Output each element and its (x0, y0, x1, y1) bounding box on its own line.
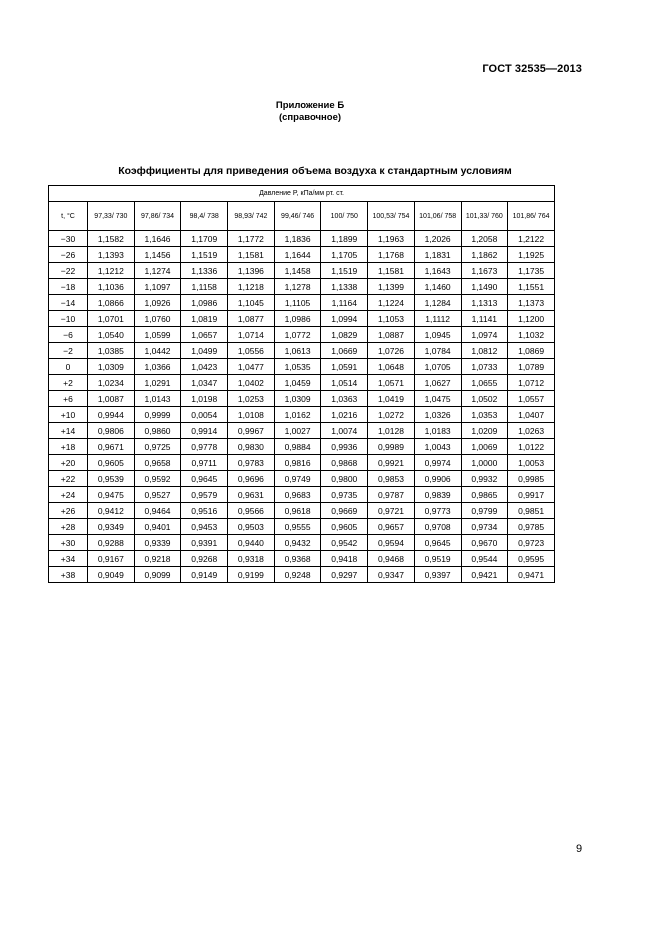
coefficient-cell: 1,1224 (368, 295, 415, 311)
coefficient-cell: 0,9999 (134, 407, 181, 423)
document-code: ГОСТ 32535—2013 (482, 63, 582, 75)
coefficient-cell: 1,0198 (181, 391, 228, 407)
coefficient-cell: 0,9527 (134, 487, 181, 503)
coefficient-cell: 0,9670 (461, 535, 508, 551)
table-row (49, 279, 555, 295)
table-row (49, 231, 555, 247)
coefficient-cell: 0,9773 (414, 503, 461, 519)
coefficient-cell: 0,9099 (134, 567, 181, 583)
coefficient-cell: 1,1336 (181, 263, 228, 279)
coefficient-cell: 0,9544 (461, 551, 508, 567)
coefficient-cell: 1,0074 (321, 423, 368, 439)
coefficient-cell: 0,9865 (461, 487, 508, 503)
pressure-column-header: 98,93/ 742 (228, 202, 275, 231)
coefficient-cell: 1,0326 (414, 407, 461, 423)
table-row (49, 263, 555, 279)
coefficient-cell: 1,0714 (228, 327, 275, 343)
coefficient-cell: 1,0655 (461, 375, 508, 391)
table-row (49, 503, 555, 519)
temperature-header: t, °C (49, 202, 88, 231)
coefficient-cell: 0,9721 (368, 503, 415, 519)
appendix-title: Приложение Б (275, 100, 345, 111)
coefficient-cell: 0,9555 (274, 519, 321, 535)
coefficient-cell: 1,0877 (228, 311, 275, 327)
temperature-cell: +38 (49, 567, 88, 583)
coefficient-cell: 0,9471 (508, 567, 555, 583)
appendix-subtitle: (справочное) (278, 112, 342, 123)
pressure-column-header: 100/ 750 (321, 202, 368, 231)
temperature-cell: −14 (49, 295, 88, 311)
coefficient-cell: 0,9787 (368, 487, 415, 503)
coefficient-cell: 1,0442 (134, 343, 181, 359)
coefficient-cell: 1,0000 (461, 455, 508, 471)
coefficient-cell: 0,9696 (228, 471, 275, 487)
coefficient-cell: 0,9711 (181, 455, 228, 471)
pressure-column-header: 101,33/ 760 (461, 202, 508, 231)
coefficient-cell: 1,0475 (414, 391, 461, 407)
coefficient-cell: 1,1097 (134, 279, 181, 295)
coefficient-cell: 1,0053 (508, 455, 555, 471)
coefficient-cell: 0,9631 (228, 487, 275, 503)
coefficient-cell: 1,1338 (321, 279, 368, 295)
coefficient-cell: 0,9932 (461, 471, 508, 487)
coefficient-cell: 0,9868 (321, 455, 368, 471)
coefficient-cell: 0,9349 (88, 519, 135, 535)
temperature-cell: 0 (49, 359, 88, 375)
table-row (49, 295, 555, 311)
temperature-cell: +20 (49, 455, 88, 471)
temperature-cell: −30 (49, 231, 88, 247)
coefficient-cell: 0,9432 (274, 535, 321, 551)
coefficient-cell: 0,9297 (321, 567, 368, 583)
coefficient-cell: 0,9440 (228, 535, 275, 551)
coefficient-cell: 1,0108 (228, 407, 275, 423)
coefficient-cell: 1,0502 (461, 391, 508, 407)
coefficient-cell: 1,0627 (414, 375, 461, 391)
coefficient-cell: 0,9671 (88, 439, 135, 455)
coefficient-cell: 0,9268 (181, 551, 228, 567)
coefficient-cell: 1,1831 (414, 247, 461, 263)
coefficient-cell: 1,1284 (414, 295, 461, 311)
temperature-cell: +14 (49, 423, 88, 439)
coefficient-cell: 1,0974 (461, 327, 508, 343)
coefficient-cell: 0,0054 (181, 407, 228, 423)
coefficient-cell: 1,0869 (508, 343, 555, 359)
pressure-column-header: 97,33/ 730 (88, 202, 135, 231)
coefficient-cell: 0,9669 (321, 503, 368, 519)
coefficient-cell: 1,1274 (134, 263, 181, 279)
coefficient-cell: 1,0535 (274, 359, 321, 375)
coefficient-cell: 0,9618 (274, 503, 321, 519)
coefficient-cell: 0,9989 (368, 439, 415, 455)
coefficient-cell: 1,0477 (228, 359, 275, 375)
coefficient-cell: 1,0760 (134, 311, 181, 327)
table-row (49, 391, 555, 407)
coefficient-cell: 0,9799 (461, 503, 508, 519)
coefficient-cell: 0,9816 (274, 455, 321, 471)
coefficient-cell: 1,1646 (134, 231, 181, 247)
coefficient-cell: 1,2026 (414, 231, 461, 247)
temperature-cell: +24 (49, 487, 88, 503)
coefficient-cell: 1,1899 (321, 231, 368, 247)
coefficient-cell: 0,9595 (508, 551, 555, 567)
coefficient-cell: 0,9339 (134, 535, 181, 551)
coefficient-cell: 1,1053 (368, 311, 415, 327)
temperature-cell: +6 (49, 391, 88, 407)
coefficient-cell: 0,9475 (88, 487, 135, 503)
table-row (49, 247, 555, 263)
coefficient-cell: 0,9657 (368, 519, 415, 535)
pressure-column-header: 100,53/ 754 (368, 202, 415, 231)
table-row (49, 343, 555, 359)
coefficient-cell: 1,0887 (368, 327, 415, 343)
coefficient-cell: 0,9734 (461, 519, 508, 535)
coefficient-cell: 1,0994 (321, 311, 368, 327)
coefficient-cell: 1,1456 (134, 247, 181, 263)
table-row (49, 359, 555, 375)
coefficient-cell: 0,9645 (181, 471, 228, 487)
coefficient-cell: 0,9944 (88, 407, 135, 423)
page-number: 9 (576, 843, 583, 855)
coefficient-cell: 0,9830 (228, 439, 275, 455)
coefficient-cell: 1,0540 (88, 327, 135, 343)
appendix-heading (0, 100, 620, 124)
coefficient-cell: 0,9542 (321, 535, 368, 551)
temperature-cell: +26 (49, 503, 88, 519)
coefficient-cell: 0,9519 (414, 551, 461, 567)
coefficient-cell: 1,1278 (274, 279, 321, 295)
coefficient-cell: 0,9785 (508, 519, 555, 535)
coefficient-cell: 0,9985 (508, 471, 555, 487)
coefficient-cell: 0,9884 (274, 439, 321, 455)
coefficient-cell: 1,0499 (181, 343, 228, 359)
coefficient-cell: 0,9725 (134, 439, 181, 455)
coefficient-cell: 1,0712 (508, 375, 555, 391)
table-row (49, 311, 555, 327)
pressure-column-header: 97,86/ 734 (134, 202, 181, 231)
coefficient-cell: 1,0353 (461, 407, 508, 423)
coefficient-cell: 1,0571 (368, 375, 415, 391)
coefficient-cell: 1,1925 (508, 247, 555, 263)
coefficient-cell: 1,0407 (508, 407, 555, 423)
coefficient-cell: 1,1032 (508, 327, 555, 343)
coefficient-cell: 1,0366 (134, 359, 181, 375)
coefficient-cell: 1,0812 (461, 343, 508, 359)
coefficient-cell: 1,1709 (181, 231, 228, 247)
coefficient-cell: 1,0733 (461, 359, 508, 375)
temperature-cell: −2 (49, 343, 88, 359)
coefficient-cell: 1,1582 (88, 231, 135, 247)
coefficient-cell: 0,9605 (88, 455, 135, 471)
coefficient-cell: 1,1551 (508, 279, 555, 295)
coefficient-cell: 0,9806 (88, 423, 135, 439)
coefficient-cell: 0,9318 (228, 551, 275, 567)
coefficient-cell: 0,9539 (88, 471, 135, 487)
coefficient-cell: 0,9800 (321, 471, 368, 487)
coefficient-cell: 1,0784 (414, 343, 461, 359)
coefficient-cell: 1,0789 (508, 359, 555, 375)
coefficient-cell: 1,0128 (368, 423, 415, 439)
coefficient-cell: 1,0272 (368, 407, 415, 423)
coefficient-cell: 1,0669 (321, 343, 368, 359)
coefficient-cell: 1,0459 (274, 375, 321, 391)
table-title: Коэффициенты для приведения объема воздуха к стандартным условиям (118, 165, 512, 177)
coefficient-cell: 1,1768 (368, 247, 415, 263)
coefficient-cell: 1,1141 (461, 311, 508, 327)
coefficient-cell: 1,0705 (414, 359, 461, 375)
coefficient-cell: 1,0613 (274, 343, 321, 359)
table-row (49, 327, 555, 343)
coefficient-cell: 1,1393 (88, 247, 135, 263)
temperature-cell: +28 (49, 519, 88, 535)
coefficient-cell: 1,0183 (414, 423, 461, 439)
coefficient-cell: 1,1581 (368, 263, 415, 279)
coefficient-cell: 1,0772 (274, 327, 321, 343)
coefficient-cell: 1,1045 (228, 295, 275, 311)
coefficient-cell: 1,0419 (368, 391, 415, 407)
coefficient-cell: 0,9421 (461, 567, 508, 583)
coefficient-cell: 0,9853 (368, 471, 415, 487)
coefficient-cell: 1,0648 (368, 359, 415, 375)
pressure-column-header: 101,86/ 764 (508, 202, 555, 231)
coefficient-cell: 0,9368 (274, 551, 321, 567)
table-row (49, 519, 555, 535)
temperature-cell: −10 (49, 311, 88, 327)
coefficient-cell: 1,0819 (181, 311, 228, 327)
temperature-cell: +2 (49, 375, 88, 391)
coefficient-cell: 1,0986 (181, 295, 228, 311)
coefficient-cell: 1,0926 (134, 295, 181, 311)
coefficient-cell: 0,9199 (228, 567, 275, 583)
coefficient-cell: 1,0291 (134, 375, 181, 391)
coefficient-cell: 0,9605 (321, 519, 368, 535)
coefficient-cell: 1,1581 (228, 247, 275, 263)
temperature-cell: +18 (49, 439, 88, 455)
coefficient-cell: 1,1458 (274, 263, 321, 279)
coefficient-cell: 0,9464 (134, 503, 181, 519)
coefficient-cell: 0,9749 (274, 471, 321, 487)
temperature-cell: +34 (49, 551, 88, 567)
coefficient-cell: 1,0986 (274, 311, 321, 327)
coefficient-cell: 0,9248 (274, 567, 321, 583)
coefficient-cell: 1,0209 (461, 423, 508, 439)
coefficient-cell: 0,9735 (321, 487, 368, 503)
coefficient-cell: 0,9401 (134, 519, 181, 535)
table-row (49, 567, 555, 583)
coefficient-cell: 0,9579 (181, 487, 228, 503)
coefficient-cell: 1,0309 (274, 391, 321, 407)
table-row (49, 439, 555, 455)
coefficient-cell: 0,9683 (274, 487, 321, 503)
coefficient-cell: 1,1212 (88, 263, 135, 279)
coefficient-cell: 0,9503 (228, 519, 275, 535)
coefficient-cell: 1,2122 (508, 231, 555, 247)
coefficient-cell: 1,1313 (461, 295, 508, 311)
coefficient-cell: 1,0866 (88, 295, 135, 311)
coefficient-cell: 0,9397 (414, 567, 461, 583)
table-row (49, 407, 555, 423)
coefficient-cell: 0,9914 (181, 423, 228, 439)
coefficient-cell: 1,1105 (274, 295, 321, 311)
coefficient-cell: 1,0027 (274, 423, 321, 439)
coefficient-cell: 1,0591 (321, 359, 368, 375)
coefficient-cell: 1,1200 (508, 311, 555, 327)
coefficient-cell: 1,0557 (508, 391, 555, 407)
coefficient-cell: 0,9645 (414, 535, 461, 551)
temperature-cell: −18 (49, 279, 88, 295)
coefficient-cell: 1,0253 (228, 391, 275, 407)
coefficient-cell: 0,9418 (321, 551, 368, 567)
coefficient-cell: 0,9936 (321, 439, 368, 455)
coefficient-cell: 1,0162 (274, 407, 321, 423)
coefficient-cell: 0,9778 (181, 439, 228, 455)
coefficient-cell: 1,0122 (508, 439, 555, 455)
coefficient-cell: 1,1399 (368, 279, 415, 295)
temperature-cell: +22 (49, 471, 88, 487)
coefficient-cell: 1,1158 (181, 279, 228, 295)
coefficient-cell: 1,1735 (508, 263, 555, 279)
coefficient-cell: 1,0657 (181, 327, 228, 343)
coefficient-cell: 1,0423 (181, 359, 228, 375)
coefficient-cell: 0,9839 (414, 487, 461, 503)
pressure-header: Давление P, кПа/мм рт. ст. (49, 186, 555, 202)
pressure-column-header: 98,4/ 738 (181, 202, 228, 231)
coefficient-cell: 1,1164 (321, 295, 368, 311)
coefficient-cell: 0,9218 (134, 551, 181, 567)
coefficient-cell: 1,0087 (88, 391, 135, 407)
coefficient-cell: 0,9906 (414, 471, 461, 487)
coefficient-cell: 1,0945 (414, 327, 461, 343)
coefficient-cell: 0,9149 (181, 567, 228, 583)
coefficient-cell: 0,9974 (414, 455, 461, 471)
coefficient-cell: 0,9453 (181, 519, 228, 535)
coefficient-cell: 0,9412 (88, 503, 135, 519)
coefficients-table (48, 185, 555, 583)
coefficient-cell: 1,1112 (414, 311, 461, 327)
coefficient-cell: 1,1519 (181, 247, 228, 263)
coefficient-cell: 1,0829 (321, 327, 368, 343)
coefficient-cell: 1,0043 (414, 439, 461, 455)
temperature-cell: +30 (49, 535, 88, 551)
coefficient-cell: 0,9658 (134, 455, 181, 471)
coefficient-cell: 0,9851 (508, 503, 555, 519)
coefficient-cell: 0,9592 (134, 471, 181, 487)
temperature-cell: −6 (49, 327, 88, 343)
coefficient-cell: 1,1772 (228, 231, 275, 247)
coefficient-cell: 1,1963 (368, 231, 415, 247)
coefficient-cell: 0,9468 (368, 551, 415, 567)
coefficient-cell: 1,2058 (461, 231, 508, 247)
coefficient-cell: 1,1036 (88, 279, 135, 295)
coefficient-cell: 1,1373 (508, 295, 555, 311)
coefficient-cell: 1,0726 (368, 343, 415, 359)
table-row (49, 375, 555, 391)
coefficient-cell: 1,0363 (321, 391, 368, 407)
coefficient-cell: 1,0385 (88, 343, 135, 359)
coefficient-cell: 0,9566 (228, 503, 275, 519)
coefficient-cell: 1,0069 (461, 439, 508, 455)
temperature-cell: +10 (49, 407, 88, 423)
coefficient-cell: 0,9288 (88, 535, 135, 551)
coefficient-cell: 0,9860 (134, 423, 181, 439)
table-row (49, 455, 555, 471)
temperature-cell: −26 (49, 247, 88, 263)
coefficient-cell: 1,1519 (321, 263, 368, 279)
coefficient-cell: 1,0556 (228, 343, 275, 359)
coefficient-cell: 0,9921 (368, 455, 415, 471)
coefficient-cell: 1,1836 (274, 231, 321, 247)
table-row (49, 471, 555, 487)
table-row (49, 535, 555, 551)
table-row (49, 423, 555, 439)
coefficient-cell: 1,1673 (461, 263, 508, 279)
coefficient-cell: 0,9594 (368, 535, 415, 551)
coefficient-cell: 1,0514 (321, 375, 368, 391)
table-row (49, 487, 555, 503)
coefficient-cell: 1,0402 (228, 375, 275, 391)
coefficient-cell: 1,0599 (134, 327, 181, 343)
coefficient-cell: 0,9723 (508, 535, 555, 551)
coefficient-cell: 0,9783 (228, 455, 275, 471)
coefficient-cell: 0,9347 (368, 567, 415, 583)
coefficient-cell: 0,9391 (181, 535, 228, 551)
coefficient-cell: 1,0347 (181, 375, 228, 391)
coefficient-cell: 1,0143 (134, 391, 181, 407)
coefficient-cell: 1,0216 (321, 407, 368, 423)
coefficient-cell: 1,1644 (274, 247, 321, 263)
coefficient-cell: 1,1490 (461, 279, 508, 295)
table-row (49, 551, 555, 567)
coefficient-cell: 0,9167 (88, 551, 135, 567)
coefficient-cell: 1,0701 (88, 311, 135, 327)
table-body (49, 231, 555, 583)
coefficient-cell: 1,1705 (321, 247, 368, 263)
coefficient-cell: 1,1218 (228, 279, 275, 295)
coefficient-cell: 1,1643 (414, 263, 461, 279)
coefficient-cell: 1,0263 (508, 423, 555, 439)
coefficient-cell: 1,1460 (414, 279, 461, 295)
coefficient-cell: 0,9967 (228, 423, 275, 439)
coefficient-cell: 0,9516 (181, 503, 228, 519)
coefficient-cell: 0,9049 (88, 567, 135, 583)
pressure-column-header: 101,06/ 758 (414, 202, 461, 231)
coefficient-cell: 0,9917 (508, 487, 555, 503)
coefficient-cell: 1,0309 (88, 359, 135, 375)
coefficient-cell: 1,1396 (228, 263, 275, 279)
temperature-cell: −22 (49, 263, 88, 279)
coefficient-cell: 1,0234 (88, 375, 135, 391)
coefficient-cell: 1,1862 (461, 247, 508, 263)
pressure-column-header: 99,46/ 746 (274, 202, 321, 231)
coefficient-cell: 0,9708 (414, 519, 461, 535)
